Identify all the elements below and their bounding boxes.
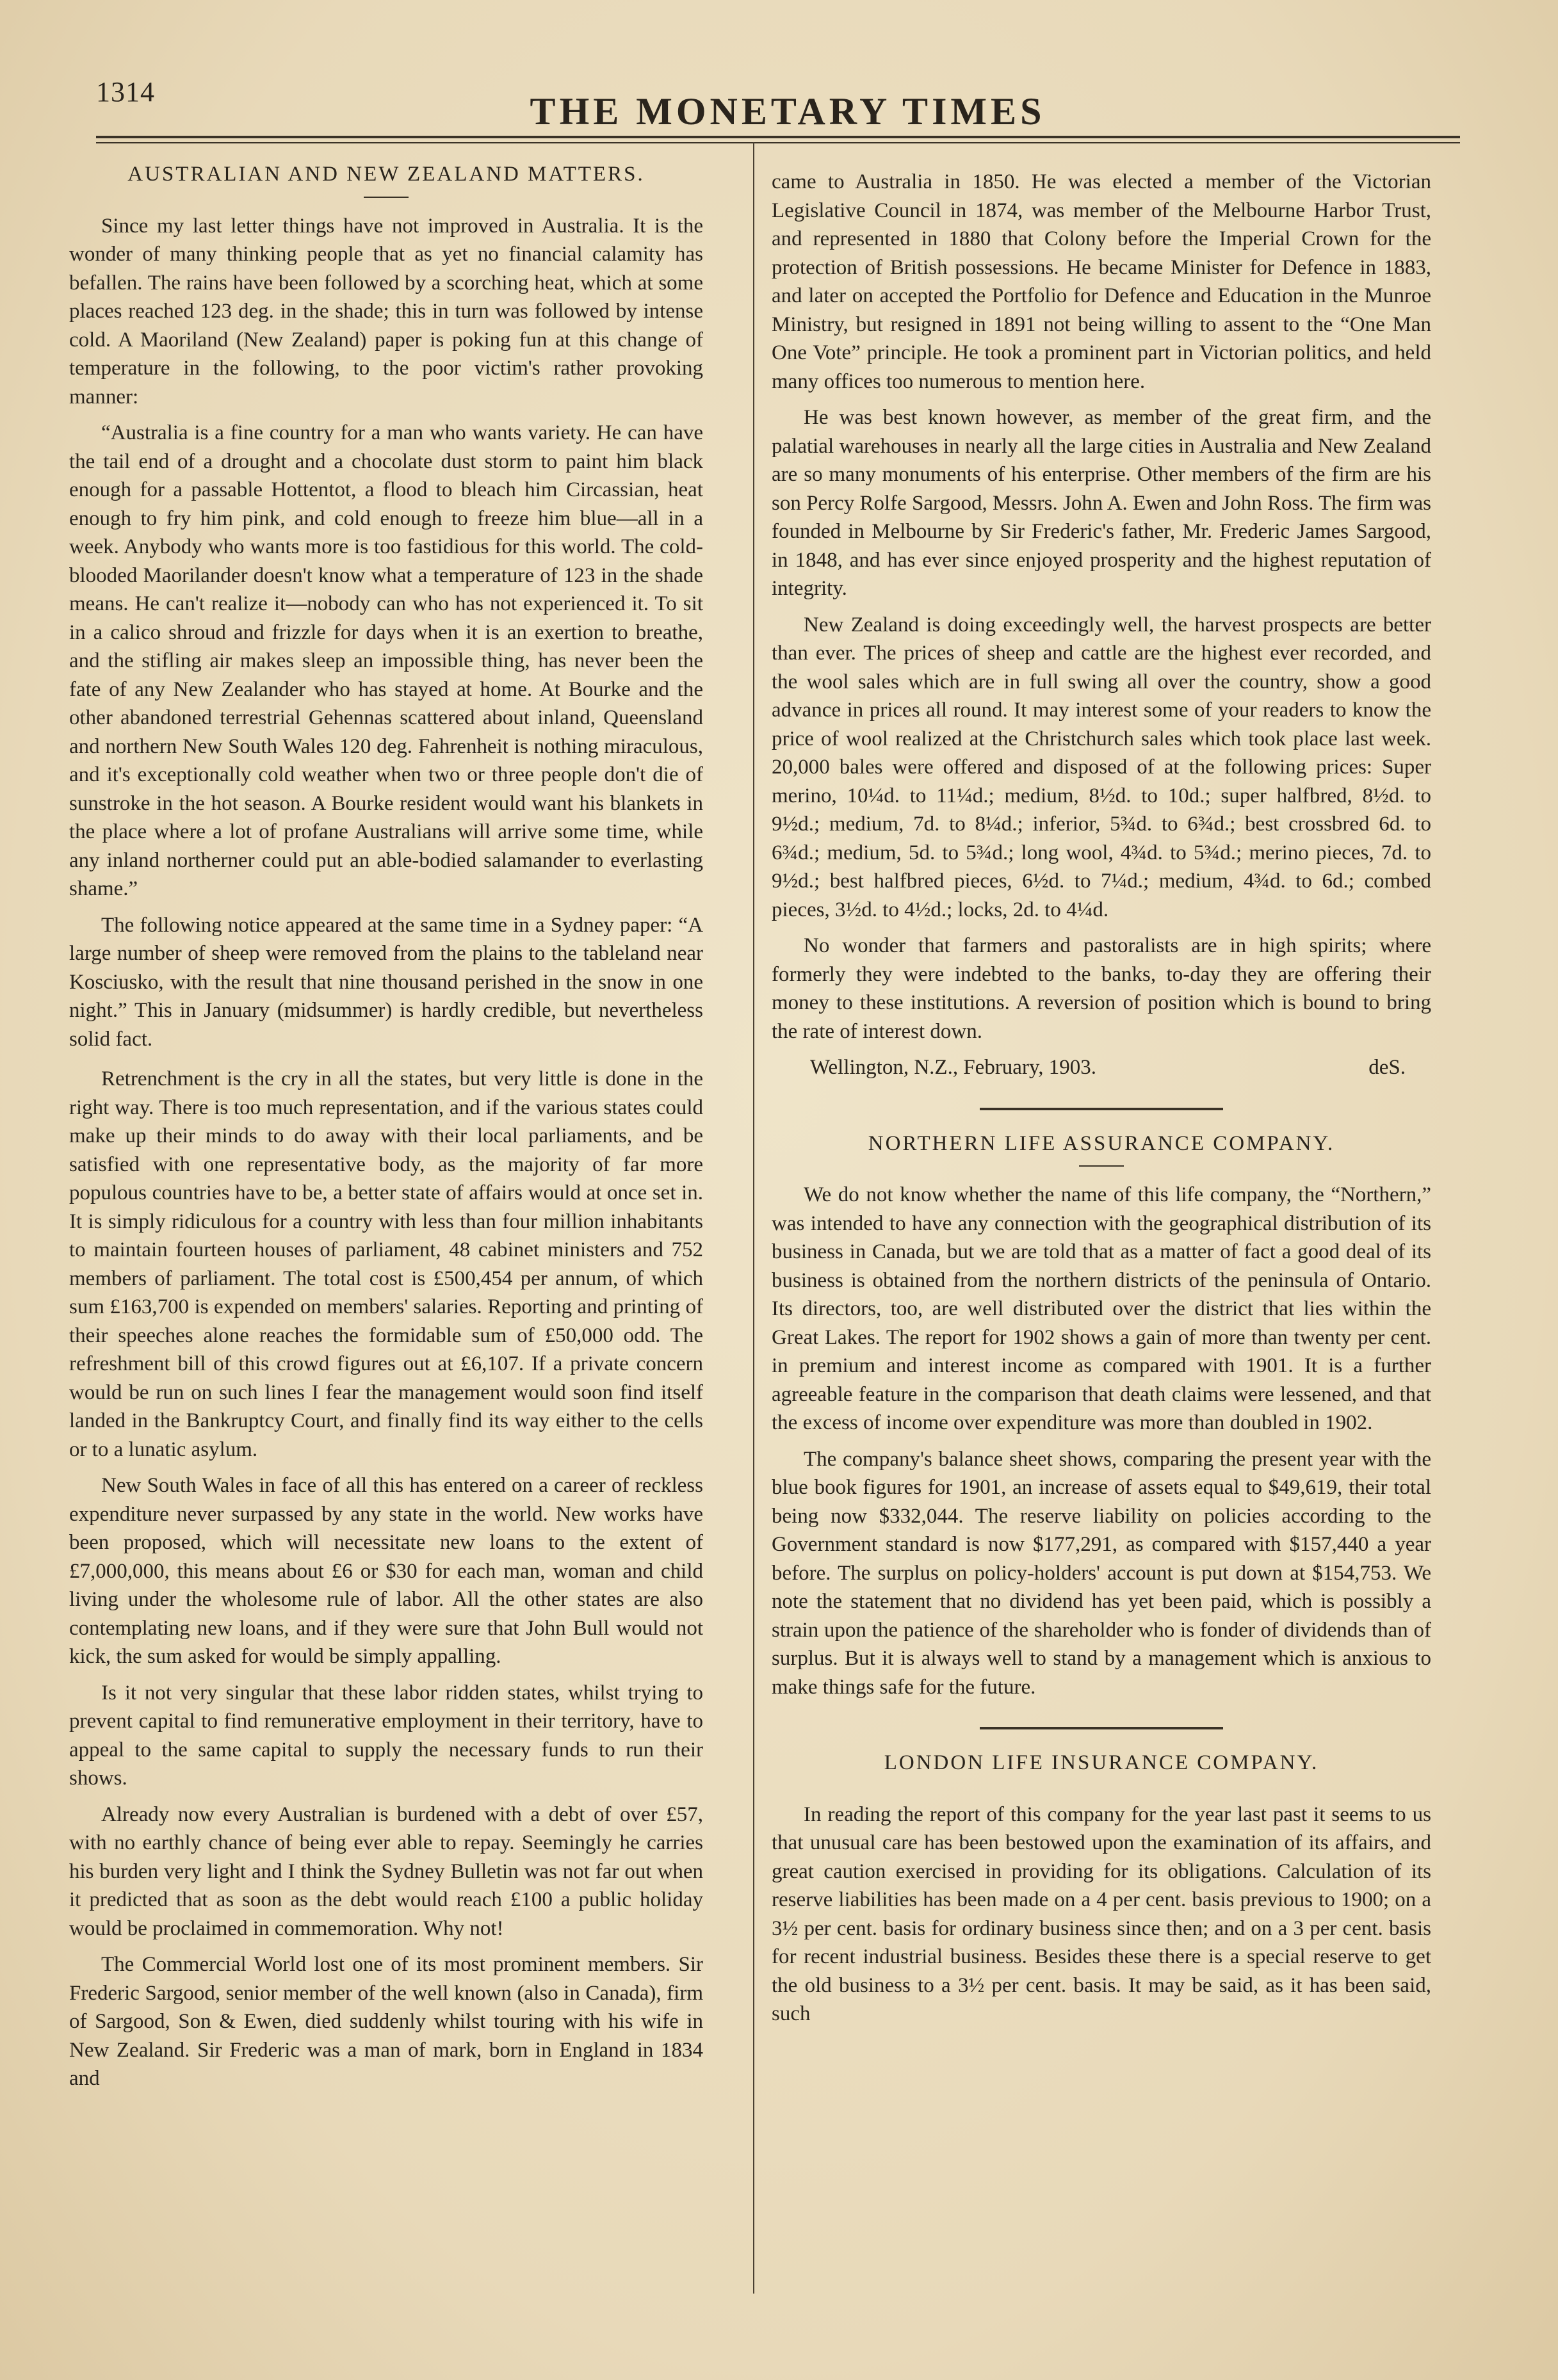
masthead: THE MONETARY TIMES: [530, 90, 1046, 133]
article-quote: “Australia is a fine country for a man who wants variety. He can have the tail end of a drought and a chocolate dust storm to paint him black enough for a passable Hottentot, a flood to bleach him Circassian, heat enough to fry him pink, and cold enough to freeze him blue—all in a week. Anybody who wants more is too fastidious for this world. The cold-blooded Maorilander doesn't know what a temperature of 123 in the shade means. He can't realize it—nobody can who has not experienced it. To sit in a calico shroud and frizzle for days when it is an exertion to breathe, and the stifling air makes sleep an impossible thing, has never been the fate of any New Zealander who has stayed at home. At Bourke and the other abandoned terrestrial Gehennas scattered about inland, Queensland and northern New South Wales 120 deg. Fahrenheit is nothing miraculous, and it's exceptionally cold weather when two or three people don't die of sunstroke in the hot season. A Bourke resident would want his blankets in the place where a lot of profane Australians will arrive some time, while any inland northerner could put an able-bodied salamander to everlasting shame.”: [69, 421, 703, 900]
article-title: AUSTRALIAN AND NEW ZEALAND MATTERS.: [127, 163, 645, 186]
dateline-text: Wellington, N.Z., February, 1903.: [810, 1056, 1097, 1079]
article-paragraph: We do not know whether the name of this life company, the “Northern,” was intended to have any connection with the geographical distribution of its business in Canada, but we are told that as a matter of fact a good deal of its business is obtained from the northern districts of the peninsula of Ontario. Its directors, too, are well distributed over the district that lies within the Great Lakes. The report for 1902 shows a gain of more than twenty per cent. in premium and interest income as compared with 1901. It is a further agreeable feature in the comparison that death claims were lessened, and that the excess of income over expenditure was more than doubled in 1902.: [772, 1183, 1431, 1434]
header-rule: [96, 136, 1460, 138]
author-signature: deS.: [1368, 1056, 1406, 1079]
page-number: 1314: [96, 76, 155, 108]
right-column: [772, 168, 1431, 2036]
article-paragraph: He was best known however, as member of the great firm, and the palatial warehouses in nearly all the large cities in Australia and New Zealand are so many monuments of his enterprise. Other members of the firm are his son Percy Rolfe Sargood, Messrs. John A. Ewen and John Ross. The firm was founded in Melbourne by Sir Frederic's father, Mr. Frederic James Sargood, in 1848, and has ever since enjoyed prosperity and the highest reputation of integrity.: [772, 406, 1431, 600]
article-paragraph-continued: came to Australia in 1850. He was elected a member of the Victorian Legislative Council in 1874, was member of the Melbourne Harbor Trust, and represented in 1880 that Colony before the Imperial Crown for the protection of British possessions. He became Minister for Defence in 1883, and later on accepted the Portfolio for Defence and Education in the Munroe Ministry, but resigned in 1891 not being willing to assent to the “One Man One Vote” principle. He took a prominent part in Victorian politics, and held many offices too numerous to mention here.: [772, 170, 1431, 393]
header-rule-thin: [96, 142, 1460, 143]
article-paragraph: Already now every Australian is burdened with a debt of over £57, with no earthly chance of being ever able to repay. Seemingly he carries his burden very light and I think the Sydney Bulletin was not far out when it predicted that as soon as the debt would reach £100 a public holiday would be proclaimed in commemoration. Why not!: [69, 1802, 703, 1940]
section-rule: [980, 1108, 1223, 1110]
section-rule: [980, 1727, 1223, 1729]
left-column: [69, 160, 703, 2101]
article-dateline: [772, 1053, 1431, 1082]
title-rule: [364, 197, 409, 198]
article-paragraph: The company's balance sheet shows, comparing the present year with the blue book figures for 1901, an increase of assets equal to $49,619, their total being now $332,044. The reserve liability on policies according to the Government standard is now $177,291, as compared with $157,440 a year before. The surplus on policy-holders' account is put down at $154,753. We note the statement that no dividend has yet been paid, which is possibly a strain upon the patience of the shareholder who is fonder of dividends than of surplus. But it is always well to stand by a management which is anxious to make things safe for the future.: [772, 1447, 1431, 1699]
article-paragraph: New Zealand is doing exceedingly well, the harvest prospects are better than ever. The prices of sheep and cattle are the highest ever recorded, and the wool sales which are in full swing all over the country, show a good advance in prices all round. It may interest some of your readers to know the price of wool realized at the Christchurch sales which took place last week. 20,000 bales were offered and disposed of at the following prices: Super merino, 10¼d. to 11¼d.; medium, 8½d. to 10d.; super halfbred, 8½d. to 9½d.; medium, 7d. to 8¼d.; inferior, 5¾d. to 6¾d.; best crossbred 6d. to 6¾d.; medium, 5d. to 5¾d.; long wool, 4¾d. to 5¾d.; merino pieces, 7d. to 9½d.; best halfbred pieces, 6½d. to 7¼d.; medium, 4¾d. to 6d.; combed pieces, 3½d. to 4½d.; locks, 2d. to 4¼d.: [772, 613, 1431, 921]
title-rule: [1079, 1165, 1124, 1167]
article-paragraph: Retrenchment is the cry in all the states, but very little is done in the right way. There is too much representation, and if the various states could make up their minds to do away with their local parliaments, and be satisfied with one representative body, as the majority of far more populous countries have to be, a better state of affairs would at once set in. It is simply ridiculous for a country with less than four million inhabitants to maintain fourteen houses of parliament, 48 cabinet ministers and 752 members of parliament. The total cost is £500,454 per annum, of which sum £163,700 is expended on members' salaries. Reporting and printing of their speeches alone reaches the formidable sum of £50,000 odd. The refreshment bill of this crowd figures out at £6,107. If a private concern would be run on such lines I fear the management would soon find itself landed in the Bankruptcy Court, and finally find its way either to the cells or to a lunatic asylum.: [69, 1067, 703, 1461]
article-title: LONDON LIFE INSURANCE COMPANY.: [884, 1751, 1319, 1774]
column-divider: [753, 142, 754, 2294]
article-paragraph: New South Wales in face of all this has entered on a career of reckless expenditure never surpassed by any state in the world. New works have been proposed, which will necessitate new loans to the extent of £7,000,000, this means about £6 or $30 for each man, woman and child living under the wholesome rule of labor. All the other states are also contemplating new loans, and if they were sure that John Bull would not kick, the sum asked for would be simply appalling.: [69, 1474, 703, 1668]
article-paragraph: Is it not very singular that these labor ridden states, whilst trying to prevent capital to find remunerative employment in their territory, have to appeal to the same capital to supply the necessary funds to run their shows.: [69, 1681, 703, 1790]
article-paragraph: No wonder that farmers and pastoralists are in high spirits; where formerly they were indebted to the banks, to-day they are offering their money to these institutions. A reversion of position which is bound to bring the rate of interest down.: [772, 934, 1431, 1043]
article-title: NORTHERN LIFE ASSURANCE COMPANY.: [868, 1131, 1335, 1155]
article-paragraph: The Commercial World lost one of its most prominent members. Sir Frederic Sargood, senior member of the well known (also in Canada), firm of Sargood, Son & Ewen, died suddenly whilst touring with his wife in New Zealand. Sir Frederic was a man of mark, born in England in 1834 and: [69, 1953, 703, 2090]
article-paragraph: Since my last letter things have not improved in Australia. It is the wonder of many thinking people that as yet no financial calamity has befallen. The rains have been followed by a scorching heat, which at some places reached 123 deg. in the shade; this in turn was followed by intense cold. A Maoriland (New Zealand) paper is poking fun at this change of temperature in the following, to the poor victim's rather provoking manner:: [69, 214, 703, 409]
article-paragraph: In reading the report of this company for the year last past it seems to us that unusual care has been bestowed upon the examination of its affairs, and great caution exercised in providing for its obligations. Calculation of its reserve liabilities has been made on a 4 per cent. basis previous to 1900; on a 3½ per cent. basis for ordinary business since then; and on a 3 per cent. basis for recent industrial business. Besides these there is a special reserve to get the old business to a 3½ per cent. basis. It may be said, as it has been said, such: [772, 1802, 1431, 2025]
article-paragraph: The following notice appeared at the same time in a Sydney paper: “A large number of sheep were removed from the plains to the tableland near Kosciusko, with the result that nine thousand perished in the snow in one night.” This in January (midsummer) is hardly credible, but nevertheless solid fact.: [69, 913, 703, 1051]
